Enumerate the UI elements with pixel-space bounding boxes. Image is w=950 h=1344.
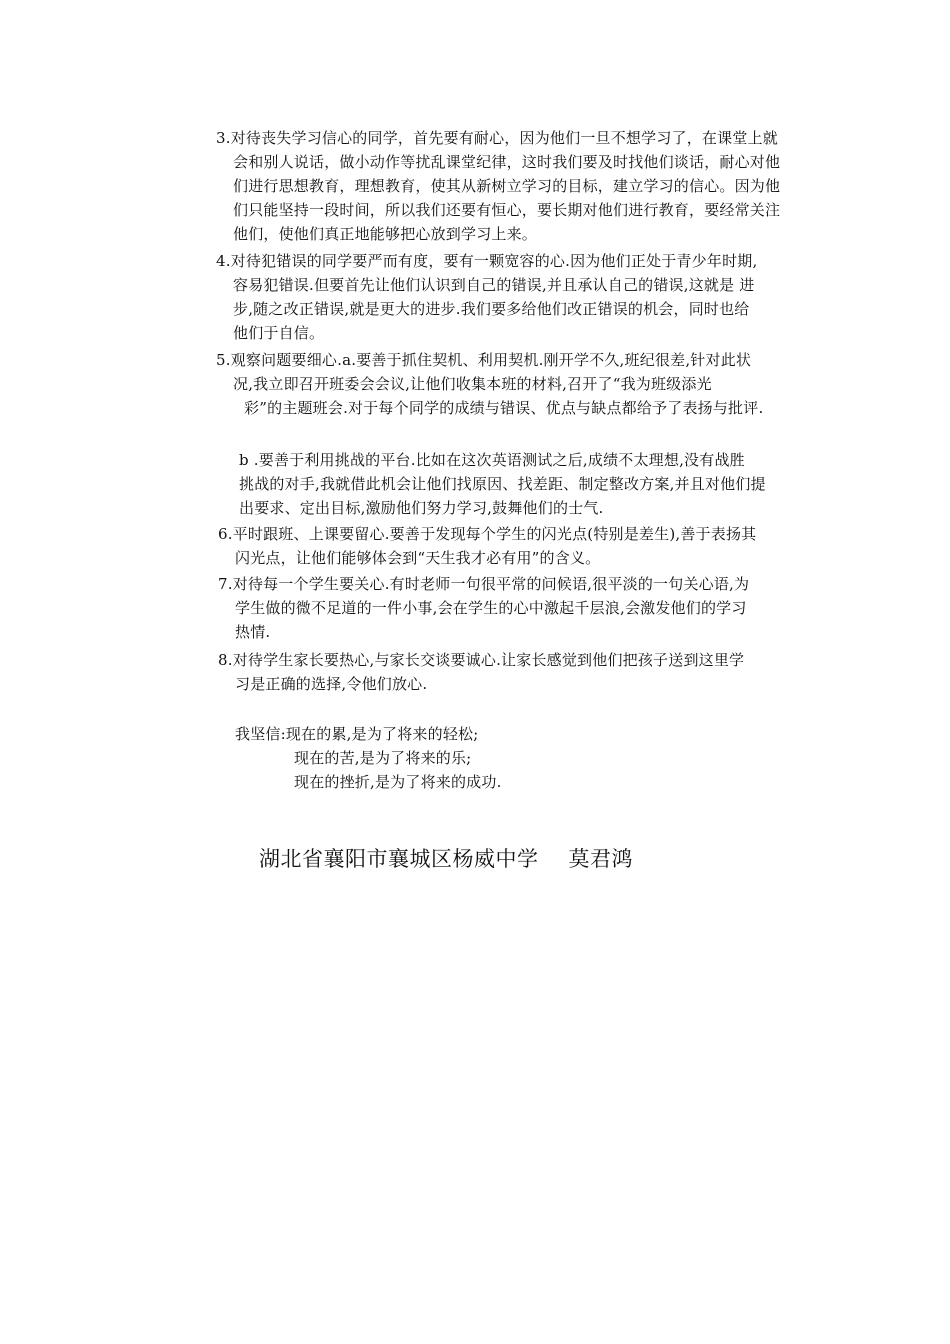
belief-block [235, 722, 502, 794]
item-3-line: 他们，使他们真正地能够把心放到学习上来。 [233, 225, 538, 243]
item-4-paragraph [216, 249, 757, 345]
item-6-line: 6.平时跟班、上课要留心.要善于发现每个学生的闪光点(特别是差生),善于表扬其 [218, 525, 757, 543]
signature-line [259, 843, 633, 875]
author-name: 莫君鸿 [568, 847, 633, 871]
item-5b-line: b .要善于利用挑战的平台.比如在这次英语测试之后,成绩不太理想,没有战胜 [239, 451, 745, 469]
item-3-line: 们只能坚持一段时间，所以我们还要有恒心，要长期对他们进行教育，要经常关注 [233, 201, 781, 219]
item-3-line: 3.对待丧失学习信心的同学，首先要有耐心，因为他们一旦不想学习了，在课堂上就 [216, 129, 778, 147]
belief-line: 现在的苦,是为了将来的乐; [294, 749, 472, 767]
belief-line: 我坚信:现在的累,是为了将来的轻松; [235, 725, 479, 743]
item-5b-paragraph [239, 448, 766, 520]
item-3-line: 们进行思想教育，理想教育，使其从新树立学习的目标，建立学习的信心。因为他 [233, 177, 781, 195]
item-5-line: 5.观察问题要细心.a.要善于抓住契机、利用契机.刚开学不久,班纪很差,针对此状 [216, 351, 752, 369]
item-4-line: 步,随之改正错误,就是更大的进步.我们要多给他们改正错误的机会，同时也给 [233, 300, 750, 318]
item-8-paragraph [218, 648, 744, 696]
item-3-paragraph [216, 126, 780, 246]
item-5b-line: 挑战的对手,我就借此机会让他们找原因、找差距、制定整改方案,并且对他们提 [239, 475, 766, 493]
item-7-paragraph [218, 572, 749, 644]
item-4-line: 容易犯错误.但要首先让他们认识到自己的错误,并且承认自己的错误,这就是 进 [233, 276, 755, 294]
school-name: 湖北省襄阳市襄城区杨威中学 [259, 847, 539, 871]
item-4-line: 4.对待犯错误的同学要严而有度，要有一颗宽容的心.因为他们正处于青少年时期, [216, 252, 758, 270]
item-5-paragraph [216, 348, 763, 420]
item-5b-line: 出要求、定出目标,激励他们努力学习,鼓舞他们的士气. [239, 499, 604, 517]
belief-line: 现在的挫折,是为了将来的成功. [294, 773, 502, 791]
item-7-line: 7.对待每一个学生要关心.有时老师一句很平常的问候语,很平淡的一句关心语,为 [218, 575, 750, 593]
item-6-line: 闪光点，让他们能够体会到“天生我才必有用”的含义。 [235, 549, 601, 567]
item-8-line: 8.对待学生家长要热心,与家长交谈要诚心.让家长感觉到他们把孩子送到这里学 [218, 651, 745, 669]
item-7-line: 学生做的微不足道的一件小事,会在学生的心中激起千层浪,会激发他们的学习 [235, 599, 747, 617]
item-3-line: 会和别人说话，做小动作等扰乱课堂纪律，这时我们要及时找他们谈话，耐心对他 [233, 153, 781, 171]
item-7-line: 热情. [235, 623, 271, 641]
item-4-line: 他们于自信。 [233, 324, 325, 342]
item-5-line: 彩”的主题班会.对于每个同学的成绩与错误、优点与缺点都给予了表扬与批评. [244, 399, 764, 417]
item-5-line: 况,我立即召开班委会会议,让他们收集本班的材料,召开了“我为班级添光 [233, 375, 712, 393]
item-8-line: 习是正确的选择,令他们放心. [235, 675, 428, 693]
item-6-paragraph [218, 522, 756, 570]
